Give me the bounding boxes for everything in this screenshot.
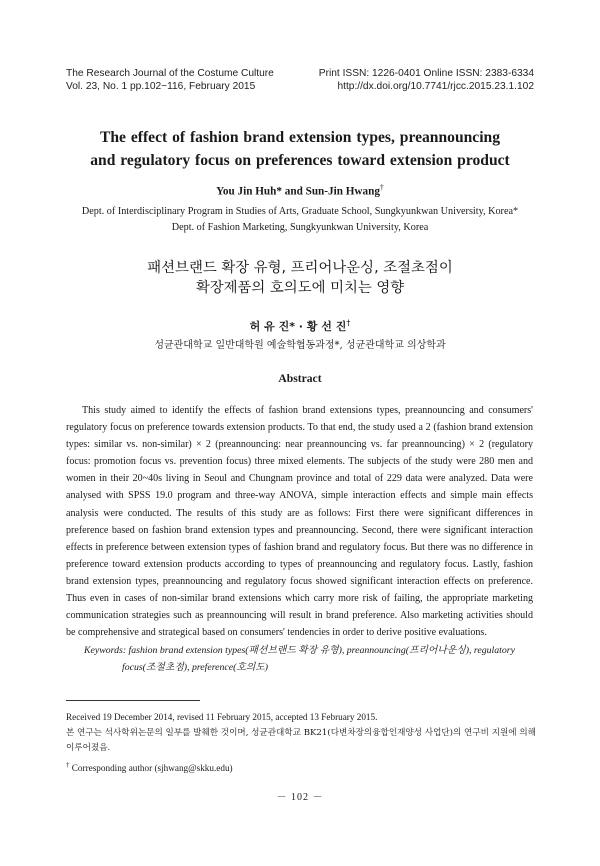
korean-author-list: 허 유 진* · 황 선 진 xyxy=(249,320,347,333)
journal-name: The Research Journal of the Costume Culture xyxy=(66,68,274,79)
funding-note: 본 연구는 석사학위논문의 일부를 발췌한 것이며, 성균관대학교 BK21(다변차장의융합인재양성 사업단)의 연구비 지원에 의해 이루어졌음. xyxy=(66,728,536,753)
affiliation-1: Dept. of Interdisciplinary Program in Studies of Arts, Graduate School, Sungkyunkwan University, Korea* xyxy=(81,206,519,217)
keywords-line-2: focus(조절초점), preference(호의도) xyxy=(122,662,269,673)
korean-authors xyxy=(40,318,560,334)
issn-info: Print ISSN: 1226-0401 Online ISSN: 2383-6334 xyxy=(318,68,534,79)
keywords-line-1: fashion brand extension types(패션브랜드 확장 유형), preannouncing(프리어나운싱), regulatory xyxy=(128,645,515,656)
keywords xyxy=(84,642,534,676)
title-line-2: and regulatory focus on preferences toward extension product xyxy=(90,152,510,169)
corresponding-mark: † xyxy=(379,183,384,192)
paper-title xyxy=(40,126,560,172)
affiliation-2: Dept. of Fashion Marketing, Sungkyunkwan University, Korea xyxy=(171,222,429,233)
journal-info xyxy=(66,67,274,93)
korean-title-line-1: 패션브랜드 확장 유형, 프리어나운싱, 조절초점이 xyxy=(147,260,453,276)
abstract-body: This study aimed to identify the effects of fashion brand extensions types, preannouncing and consumers' regulatory focus on preference towards extension products. To that end, the study used a 2 (fashion brand extension types: similar vs. non-similar) × 2 (preannouncing: near preannouncing vs. far preannouncing) × 2 (regulatory focus: promotion focus vs. prevention focus) three mixed elements. The subjects of the study were 280 men and women in their 20~40s living in Seoul and Chungnam province and total of 229 data were analyzed. Data were analysed with SPSS 19.0 program and three-way ANOVA, simple interaction effects and simple main effects analysis were conducted. The results of this study are as follows: First there were significant differences in preference based on fashion brand extension types and preannouncing. Second, there were significant interaction effects in preference between extension types of fashion brand and regulatory focus. But there was no difference in preference toward extension products according to types of preannouncing and regulatory focus. Lastly, fashion brand extension types, preannouncing and regulatory focus showed significant interaction effects on preference. Thus even in cases of non-similar brand extensions which carry more risk of failing, the appropriate marketing communication strategies such as preannouncing will result in brand preference. Also marketing activities should be comprehensive and strategical based on consumers' tendencies in order to derive positive evaluations. xyxy=(66,405,533,639)
corresponding-author-text: Corresponding author (sjhwang@skku.edu) xyxy=(71,763,233,774)
doi-link[interactable]: http://dx.doi.org/10.7741/rjcc.2015.23.1.102 xyxy=(337,81,534,92)
corresponding-author xyxy=(66,758,536,775)
author-names xyxy=(40,183,560,198)
received-dates: Received 19 December 2014, revised 11 February 2015, accepted 13 February 2015. xyxy=(66,712,378,722)
page-number: － 102 － xyxy=(276,792,324,803)
dagger-mark: † xyxy=(66,761,70,769)
keywords-label: Keywords: xyxy=(84,645,127,656)
korean-title xyxy=(40,258,560,298)
korean-affiliation: 성균관대학교 일반대학원 예술학협동과정*, 성균관대학교 의상학과 xyxy=(154,340,446,351)
abstract-heading: Abstract xyxy=(278,372,322,385)
title-line-1: The effect of fashion brand extension types, preannouncing xyxy=(99,129,501,146)
author-list: You Jin Huh* and Sun-Jin Hwang xyxy=(216,185,380,198)
korean-title-line-2: 확장제품의 호의도에 미치는 영향 xyxy=(195,280,405,296)
korean-corresponding-mark: † xyxy=(346,318,351,328)
footnote-divider xyxy=(66,700,200,701)
issue-info: Vol. 23, No. 1 pp.102~116, February 2015 xyxy=(66,81,256,92)
publication-ids xyxy=(319,67,534,93)
